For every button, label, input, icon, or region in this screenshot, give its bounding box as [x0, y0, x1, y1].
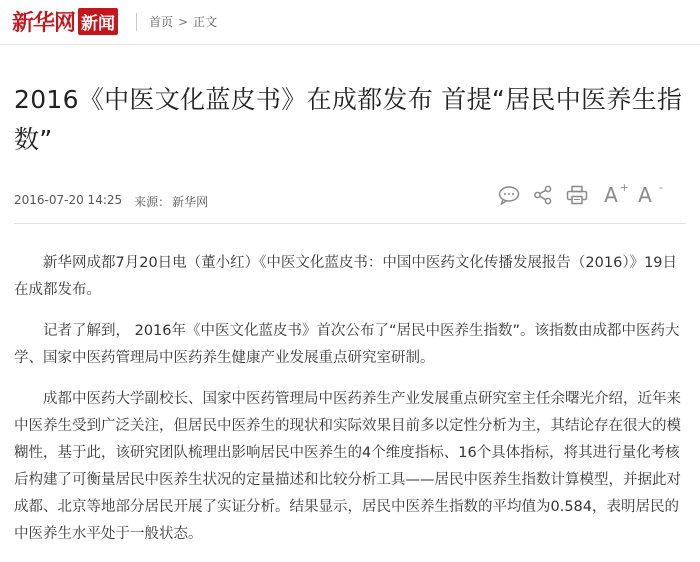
- article-body: [14, 250, 686, 562]
- breadcrumb-home-link[interactable]: 首页: [149, 15, 174, 29]
- font-decrease-icon[interactable]: [634, 181, 663, 207]
- source-name: 新华网: [172, 195, 209, 209]
- font-increase-label: A: [604, 183, 618, 207]
- nav-separator: [136, 13, 137, 31]
- meta-divider: [14, 223, 686, 224]
- breadcrumb: [149, 13, 217, 30]
- header-divider: [0, 44, 700, 45]
- share-icon[interactable]: [532, 184, 554, 206]
- breadcrumb-current: 正文: [193, 15, 218, 29]
- article-meta: [14, 193, 208, 210]
- top-bar: [0, 0, 700, 44]
- print-icon[interactable]: [566, 184, 588, 206]
- source-label: 来源：: [134, 195, 171, 209]
- article-paragraph: 成都中医药大学副校长、国家中医药管理局中医药养生产业发展重点研究室主任余曙光介绍，近年来中医养生受到广泛关注，但居民中医养生的现状和实际效果目前多以定性分析为主，其结论存在很大的模糊性，基于此，该研究团队梳理出影响居民中医养生的4个维度指标、16个具体指标，将其进行量化考核后构建了可衡量居民中医养生状况的定量描述和比较分析工具——居民中医养生指数计算模型，并据此对成都、北京等地部分居民开展了实证分析。结果显示，居民中医养生指数的平均值为0.584，表明居民的中医养生水平处于一般状态。: [14, 391, 681, 542]
- font-decrease-minus: -: [659, 181, 663, 194]
- breadcrumb-separator: >: [178, 14, 189, 29]
- site-logo[interactable]: [12, 6, 118, 36]
- logo-news-badge: 新闻: [78, 8, 118, 35]
- article-toolbar: [486, 181, 663, 207]
- publish-date: 2016-07-20 14:25: [14, 193, 123, 207]
- comment-icon[interactable]: [498, 184, 520, 206]
- logo-main-text: 新华网: [12, 9, 76, 36]
- font-increase-icon[interactable]: [600, 181, 629, 207]
- page-title: 2016《中医文化蓝皮书》在成都发布 首提“居民中医养生指数”: [14, 85, 683, 154]
- font-increase-plus: +: [619, 181, 629, 194]
- font-decrease-label: A: [638, 183, 652, 207]
- article-paragraph: 记者了解到， 2016年《中医文化蓝皮书》首次公布了“居民中医养生指数”。该指数由成都中医药大学、国家中医药管理局中医药养生健康产业发展重点研究室研制。: [14, 323, 680, 366]
- article-paragraph: 新华网成都7月20日电（董小红）《中医文化蓝皮书：中国中医药文化传播发展报告（2016）》19日在成都发布。: [14, 255, 678, 298]
